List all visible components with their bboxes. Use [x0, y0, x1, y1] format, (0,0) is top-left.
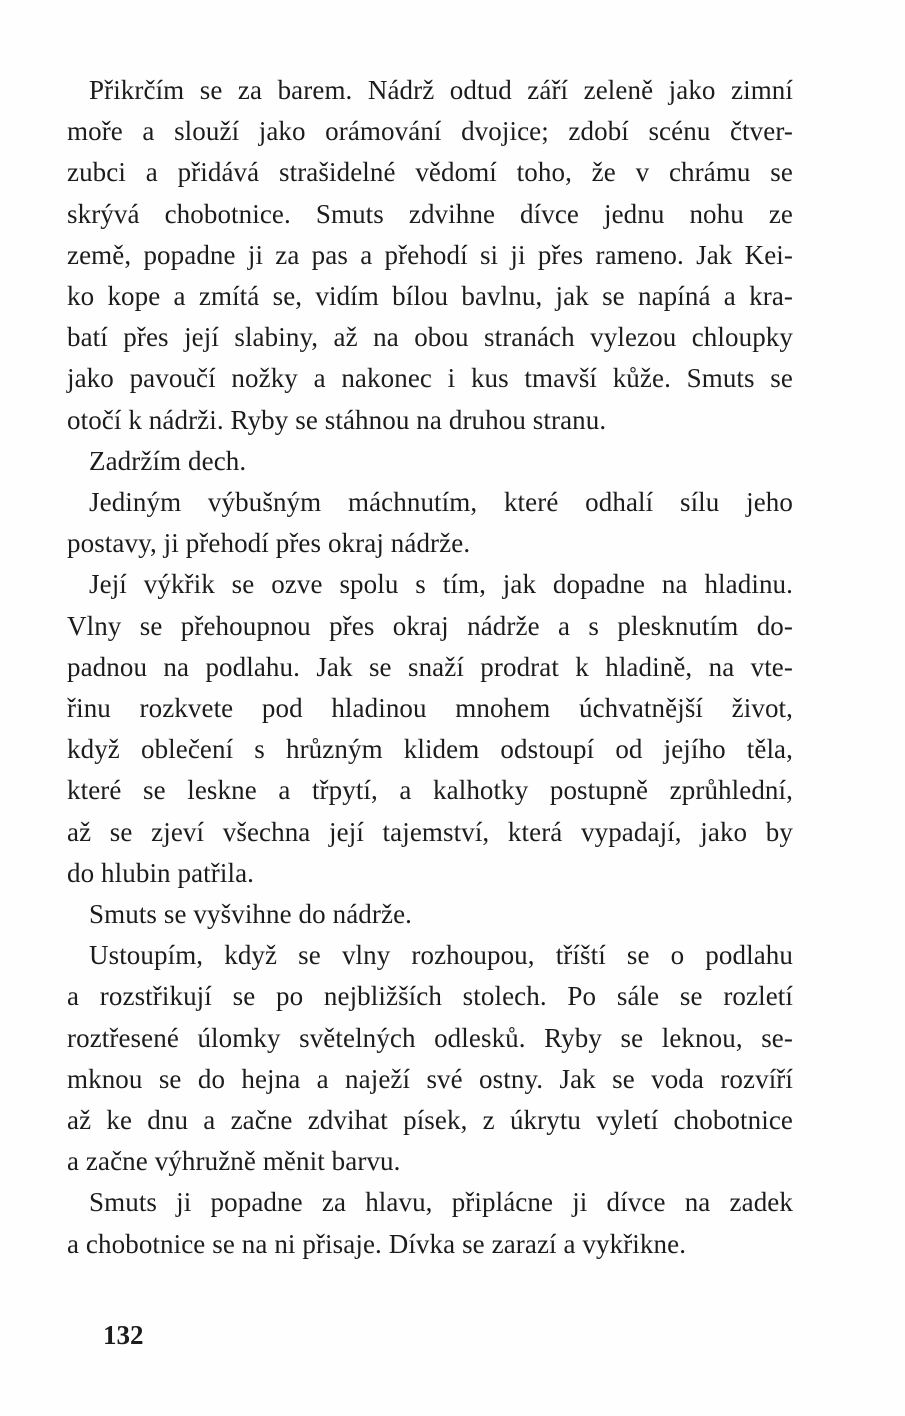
- paragraph: [67, 70, 793, 441]
- text-line: až ke dnu a začne zdvihat písek, z úkrytu vyletí chobotnice: [67, 1105, 793, 1136]
- text-line: a začne výhružně měnit barvu.: [67, 1146, 401, 1177]
- text-line: země, popadne ji za pas a přehodí si ji přes rameno. Jak Kei-: [67, 239, 793, 270]
- text-line: postavy, ji přehodí přes okraj nádrže.: [67, 528, 471, 559]
- text-line: až se zjeví všechna její tajemství, která vypadají, jako by: [67, 816, 793, 847]
- text-line: roztřesené úlomky světelných odlesků. Ryby se leknou, se-: [67, 1022, 793, 1053]
- text-line: Přikrčím se za barem. Nádrž odtud září zeleně jako zimní: [89, 75, 793, 105]
- text-line: ko kope a zmítá se, vidím bílou bavlnu, jak se napíná a kra-: [67, 281, 793, 312]
- text-line: do hlubin patřila.: [67, 857, 255, 888]
- paragraph: [67, 441, 793, 482]
- text-line: zubci a přidává strašidelné vědomí toho, že v chrámu se: [67, 157, 793, 188]
- page-text: [67, 70, 793, 1265]
- text-line: Smuts se vyšvihne do nádrže.: [89, 899, 413, 930]
- text-line: a chobotnice se na ni přisaje. Dívka se zarazí a vykřikne.: [67, 1228, 687, 1259]
- text-line: které se leskne a třpytí, a kalhotky postupně zprůhlední,: [67, 775, 793, 806]
- text-line: a rozstřikují se po nejbližších stolech. Po sále se rozletí: [67, 981, 793, 1012]
- paragraph: [67, 564, 793, 894]
- page-number: 132: [103, 1320, 144, 1350]
- paragraph: [67, 1182, 793, 1264]
- text-line: Zadržím dech.: [89, 445, 247, 476]
- paragraph: [67, 935, 793, 1182]
- text-line: padnou na podlahu. Jak se snaží prodrat k hladině, na vte-: [67, 651, 793, 682]
- text-line: Jediným výbušným máchnutím, které odhalí sílu jeho: [89, 487, 793, 518]
- text-line: Vlny se přehoupnou přes okraj nádrže a s plesknutím do-: [67, 610, 793, 641]
- text-line: Smuts ji popadne za hlavu, připlácne ji dívce na zadek: [89, 1187, 793, 1218]
- text-line: skrývá chobotnice. Smuts zdvihne dívce jednu nohu ze: [67, 198, 793, 229]
- paragraph: [67, 894, 793, 935]
- text-line: jako pavoučí nožky a nakonec i kus tmavší kůže. Smuts se: [67, 363, 793, 394]
- paragraph: [67, 482, 793, 564]
- text-line: řinu rozkvete pod hladinou mnohem úchvatnější život,: [67, 693, 793, 724]
- text-line: otočí k nádrži. Ryby se stáhnou na druhou stranu.: [67, 404, 607, 435]
- text-line: moře a slouží jako orámování dvojice; zdobí scénu čtver-: [67, 116, 793, 147]
- text-line: Ustoupím, když se vlny rozhoupou, tříští se o podlahu: [89, 940, 793, 971]
- text-line: Její výkřik se ozve spolu s tím, jak dopadne na hladinu.: [89, 569, 793, 600]
- text-line: mknou se do hejna a naježí své ostny. Jak se voda rozvíří: [67, 1063, 793, 1094]
- text-line: když oblečení s hrůzným klidem odstoupí od jejího těla,: [67, 734, 793, 765]
- text-line: batí přes její slabiny, až na obou stranách vylezou chloupky: [67, 322, 793, 353]
